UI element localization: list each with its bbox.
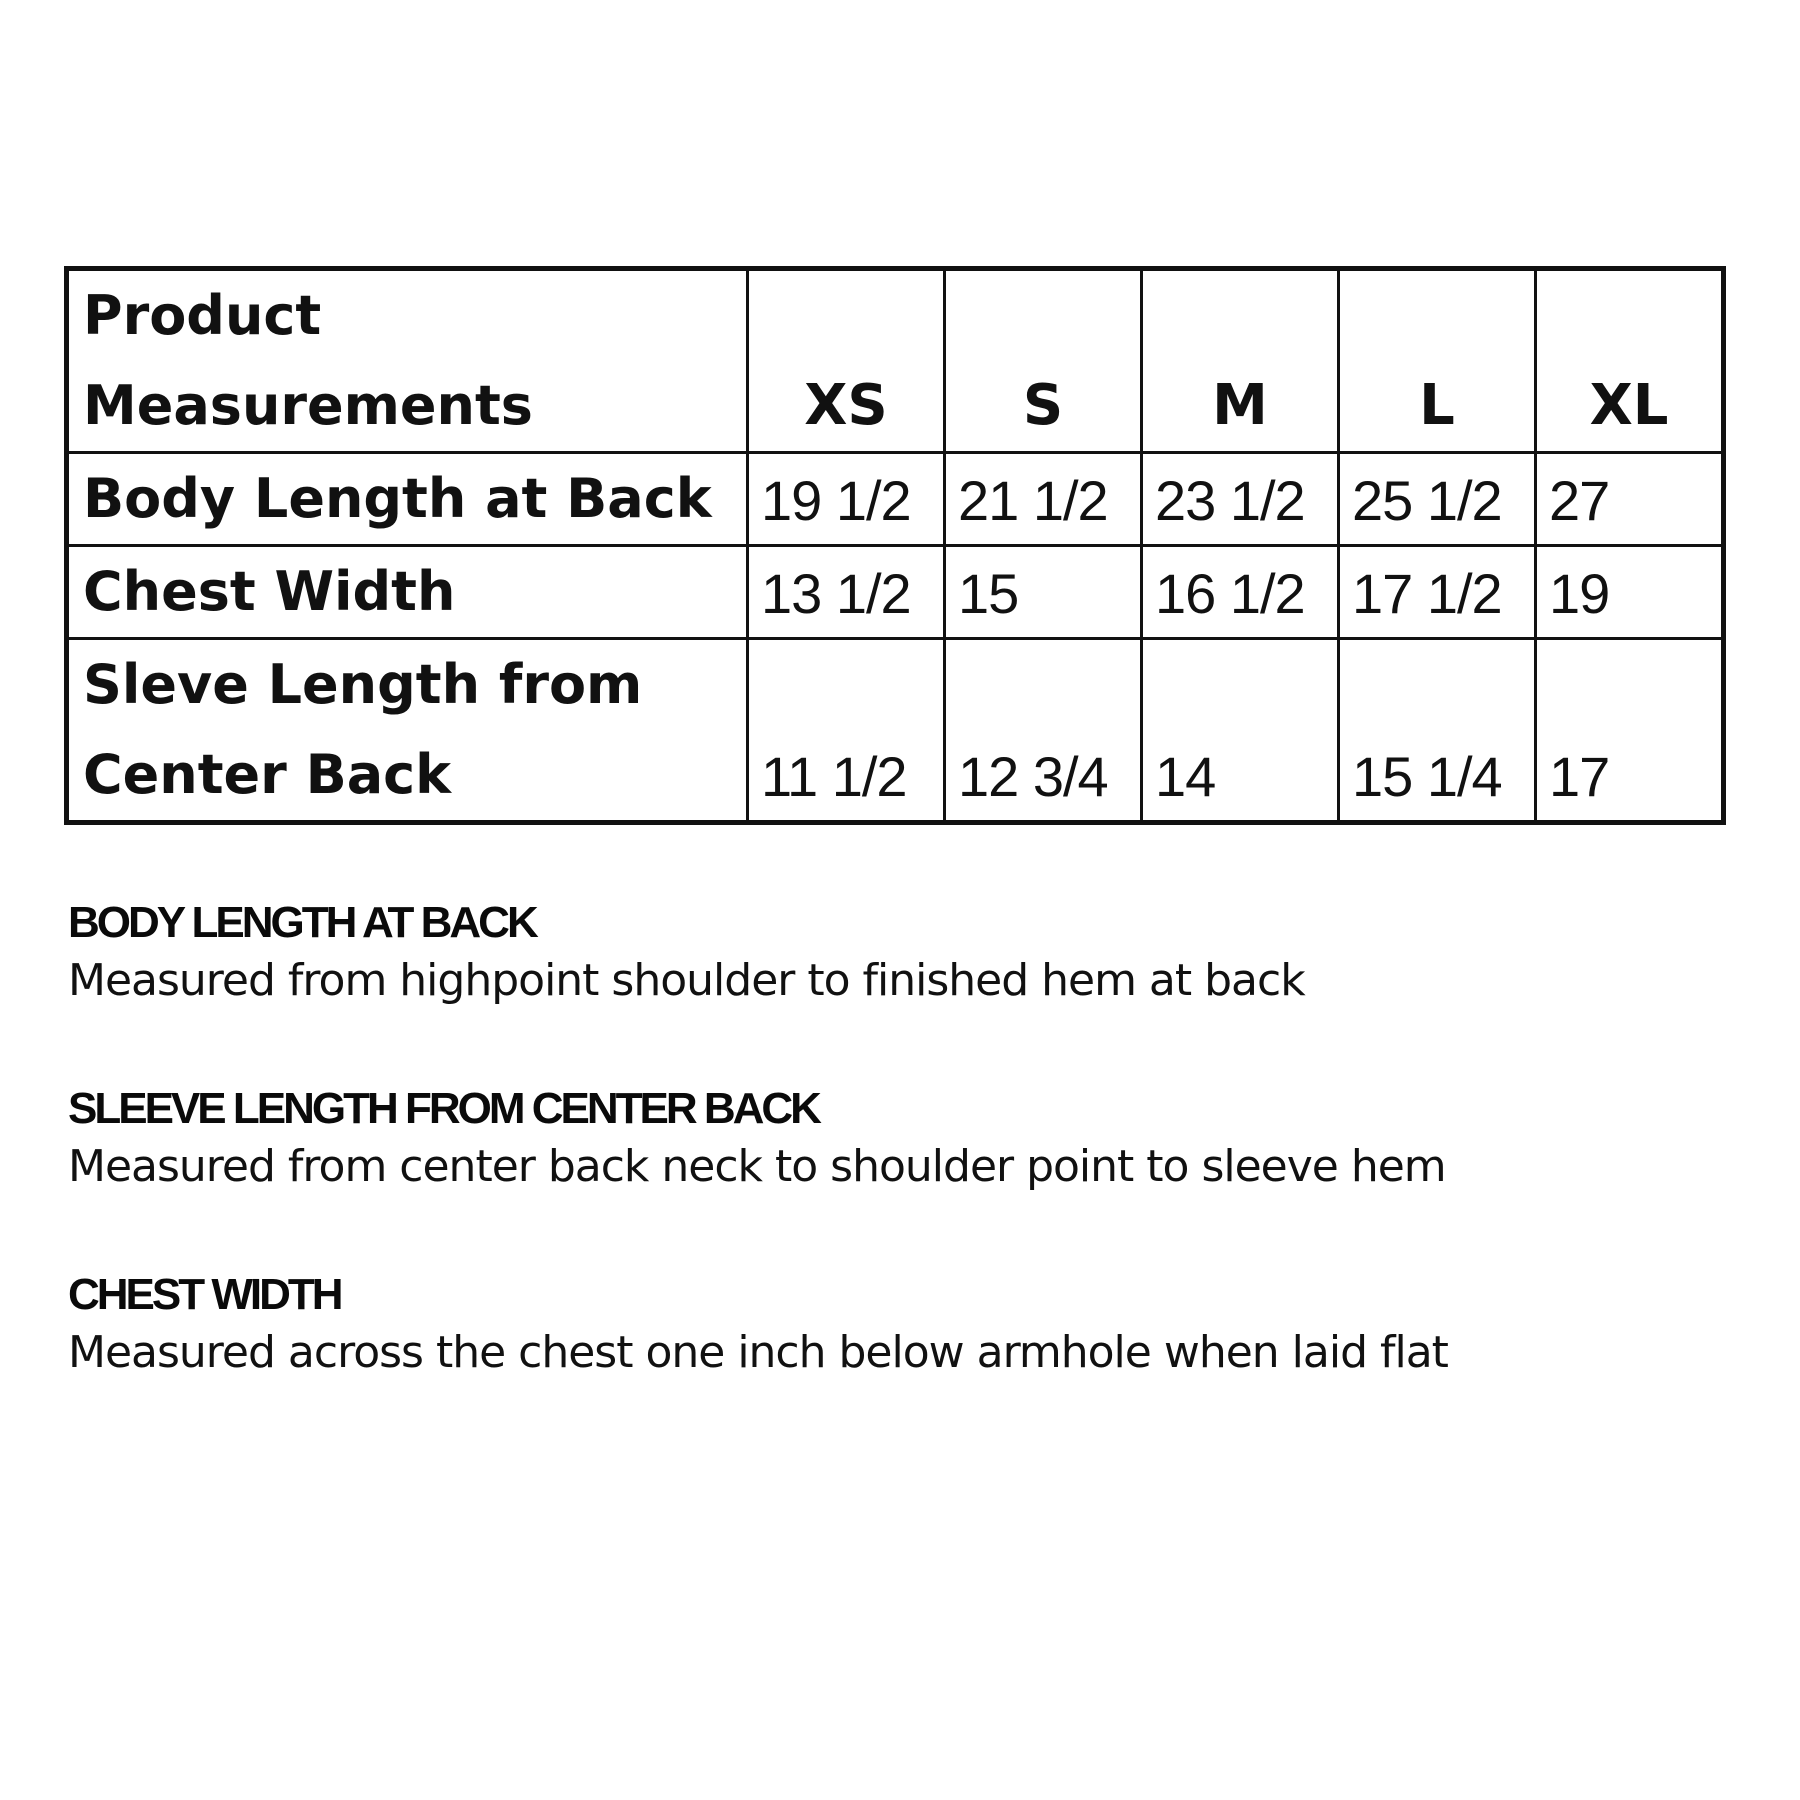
table-cell: 15 [945, 546, 1142, 639]
header-label: Product Measurements [67, 269, 748, 453]
table-cell: 17 [1536, 639, 1724, 823]
definition-chest-width [68, 1268, 1728, 1384]
table-cell: 27 [1536, 453, 1724, 546]
table-cell: 15 1/4 [1339, 639, 1536, 823]
definition-term: SLEEVE LENGTH FROM CENTER BACK [68, 1084, 819, 1133]
table-row [67, 453, 1724, 546]
table-cell: 19 1/2 [748, 453, 945, 546]
row-label-sleeve-length: Sleve Length from Center Back [67, 639, 748, 823]
table-cell: 12 3/4 [945, 639, 1142, 823]
size-header-xs: XS [748, 269, 945, 453]
size-header-s: S [945, 269, 1142, 453]
definition-term: CHEST WIDTH [68, 1270, 341, 1319]
table-cell: 14 [1142, 639, 1339, 823]
row-label-chest-width: Chest Width [67, 546, 748, 639]
row-label-body-length: Body Length at Back [67, 453, 748, 546]
size-header-m: M [1142, 269, 1339, 453]
definition-text: Measured across the chest one inch below armhole when laid flat [68, 1327, 1448, 1378]
measurement-definitions [68, 896, 1728, 1454]
table-cell: 16 1/2 [1142, 546, 1339, 639]
size-chart-table [64, 266, 1726, 825]
definition-sleeve-length [68, 1082, 1728, 1198]
definition-body-length [68, 896, 1728, 1012]
table-cell: 23 1/2 [1142, 453, 1339, 546]
table-header-row [67, 269, 1724, 453]
table-cell: 17 1/2 [1339, 546, 1536, 639]
table-row [67, 546, 1724, 639]
table-cell: 19 [1536, 546, 1724, 639]
table-cell: 21 1/2 [945, 453, 1142, 546]
definition-term: BODY LENGTH AT BACK [68, 898, 536, 947]
size-header-l: L [1339, 269, 1536, 453]
table-row [67, 639, 1724, 823]
table-cell: 25 1/2 [1339, 453, 1536, 546]
size-header-xl: XL [1536, 269, 1724, 453]
table-cell: 13 1/2 [748, 546, 945, 639]
definition-text: Measured from center back neck to shoulder point to sleeve hem [68, 1141, 1446, 1192]
definition-text: Measured from highpoint shoulder to finished hem at back [68, 955, 1305, 1006]
table-cell: 11 1/2 [748, 639, 945, 823]
